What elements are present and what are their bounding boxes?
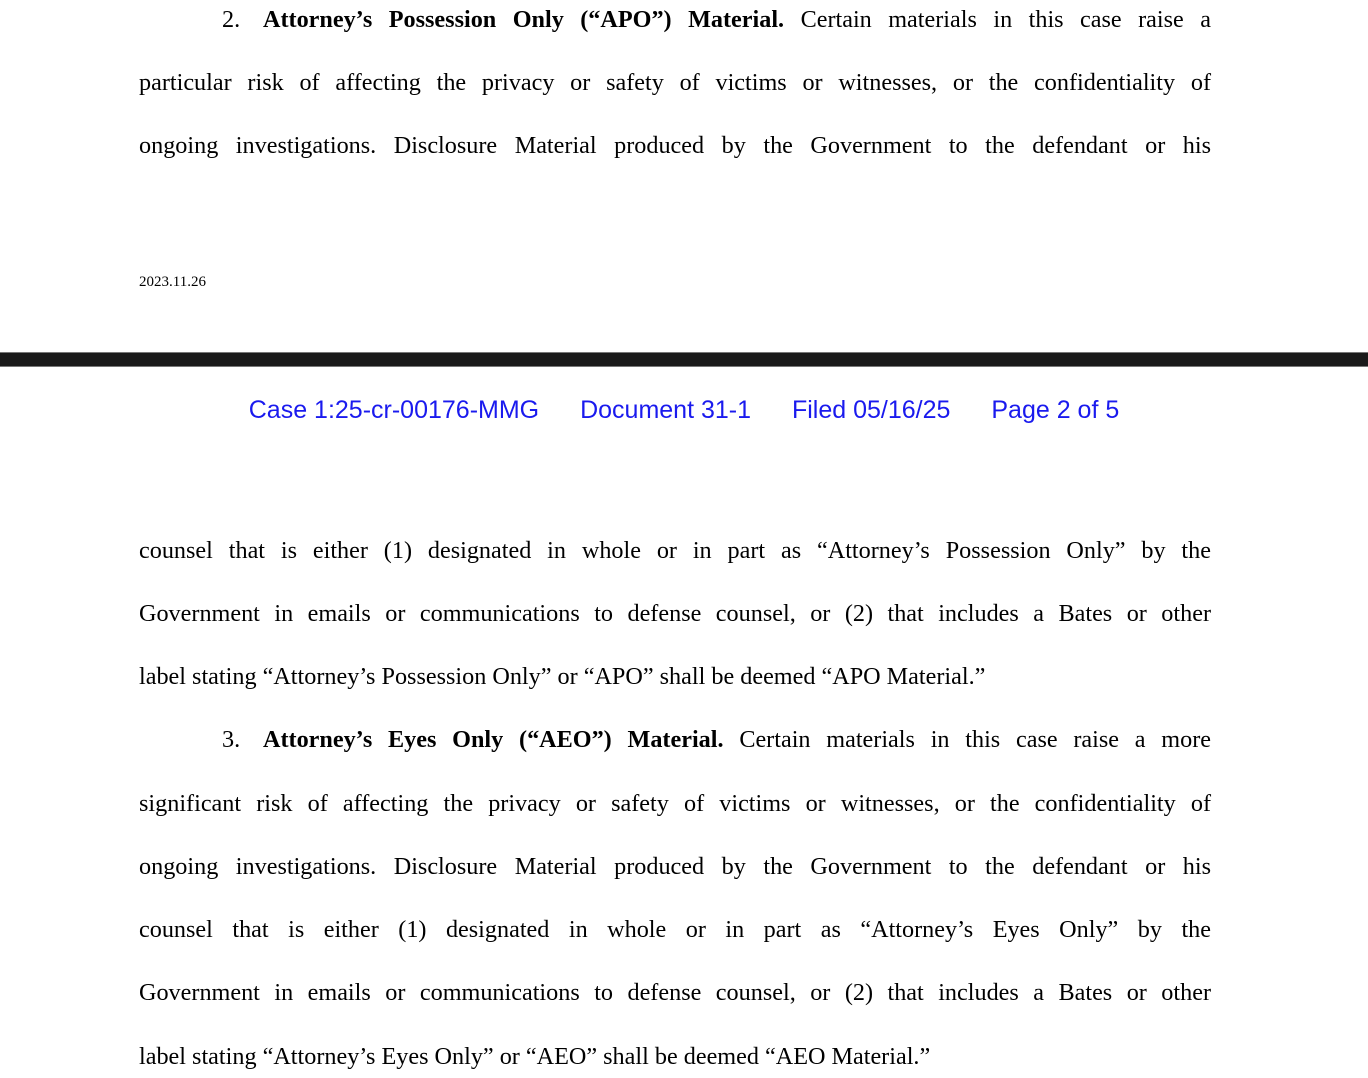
paragraph-2-cont-line-1: counsel that is either (1) designated in whole or in part as “Attorney’s Possession Only” by the bbox=[139, 537, 1211, 564]
date-stamp: 2023.11.26 bbox=[139, 274, 206, 290]
filed-date: Filed 05/16/25 bbox=[791, 396, 951, 424]
page-separator bbox=[0, 352, 1368, 367]
case-header bbox=[0, 394, 1368, 426]
paragraph-2-line-3: ongoing investigations. Disclosure Material produced by the Government to the defendant or his bbox=[139, 132, 1211, 159]
case-number: Case 1:25-cr-00176-MMG bbox=[248, 396, 540, 424]
paragraph-2-line-1 bbox=[222, 5, 1211, 35]
paragraph-3-line-2: significant risk of affecting the privacy or safety of victims or witnesses, or the confidentiality of bbox=[139, 790, 1211, 817]
paragraph-2-cont-line-3: label stating “Attorney’s Possession Only” or “APO” shall be deemed “APO Material.” bbox=[139, 663, 986, 690]
paragraph-2-line-2: particular risk of affecting the privacy or safety of victims or witnesses, or the confidentiality of bbox=[139, 69, 1211, 96]
page-number: Page 2 of 5 bbox=[991, 396, 1120, 424]
current-page bbox=[0, 367, 1368, 1078]
paragraph-2-cont-line-2: Government in emails or communications to defense counsel, or (2) that includes a Bates or other bbox=[139, 600, 1211, 627]
paragraph-text: Certain materials in this case raise a more bbox=[739, 726, 1212, 753]
paragraph-3-line-6: label stating “Attorney’s Eyes Only” or “AEO” shall be deemed “AEO Material.” bbox=[139, 1043, 931, 1070]
paragraph-number: 2. bbox=[222, 6, 241, 33]
paragraph-heading: Attorney’s Eyes Only (“AEO”) Material. bbox=[263, 726, 724, 753]
previous-page bbox=[0, 0, 1368, 352]
paragraph-3-line-3: ongoing investigations. Disclosure Material produced by the Government to the defendant or his bbox=[139, 853, 1211, 880]
document-number: Document 31-1 bbox=[580, 396, 752, 424]
paragraph-number: 3. bbox=[222, 726, 241, 753]
paragraph-text: Certain materials in this case raise a bbox=[800, 6, 1211, 33]
paragraph-3-line-1 bbox=[222, 725, 1211, 755]
paragraph-heading: Attorney’s Possession Only (“APO”) Material. bbox=[263, 6, 785, 33]
paragraph-3-line-5: Government in emails or communications to defense counsel, or (2) that includes a Bates or other bbox=[139, 979, 1211, 1006]
paragraph-3-line-4: counsel that is either (1) designated in whole or in part as “Attorney’s Eyes Only” by the bbox=[139, 916, 1211, 943]
